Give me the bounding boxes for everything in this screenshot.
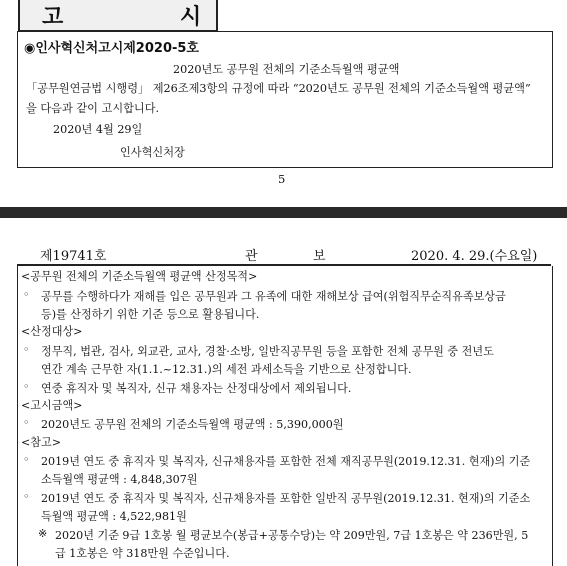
- purpose-heading: <공무원 전체의 기준소득월액 평균액 산정목적>: [21, 270, 258, 283]
- amount-line: 2020년도 공무원 전체의 기준소득월액 평균액 : 5,390,000원: [41, 418, 344, 431]
- target-heading: <산정대상>: [21, 325, 83, 338]
- page-number: 5: [278, 172, 286, 186]
- notice-number: ◉인사혁신처고시제2020-5호: [24, 41, 199, 56]
- notice-subject: 2020년도 공무원 전체의 기준소득월액 평균액: [173, 63, 400, 76]
- gazette-date: 2020. 4. 29.(수요일): [411, 249, 538, 264]
- target-bullet-2: ◦: [23, 380, 30, 393]
- target-line-3: 연중 휴직자 및 복직자, 신규 채용자는 산정대상에서 제외됩니다.: [41, 382, 352, 395]
- target-line-1: 정무직, 법관, 검사, 외교관, 교사, 경찰·소방, 일반직공무원 등을 포함한 전체 공무원 중 전년도: [41, 345, 494, 358]
- reference-bullet-1: ◦: [23, 453, 30, 466]
- notice-title-char-1: 고: [42, 5, 64, 30]
- note-mark: ※: [38, 527, 48, 540]
- note-line-2: 급 1호봉은 약 318만원 수준입니다.: [55, 547, 230, 560]
- note-line-1: 2020년 기준 9급 1호봉 월 평균보수(봉급+공통수당)는 약 209만원, 7급 1호봉은 약 236만원, 5: [55, 529, 529, 542]
- notice-body-line-1: 「공무원연금법 시행령」 제26조제3항의 규정에 따라 “2020년도 공무원 전체의 기준소득월액 평균액”: [26, 82, 531, 95]
- target-bullet-1: ◦: [23, 343, 30, 356]
- reference-bullet-2: ◦: [23, 490, 30, 503]
- reference-heading: <참고>: [21, 436, 62, 449]
- purpose-line-1: 공무를 수행하다가 재해를 입은 공무원과 그 유족에 대한 재해보상 급여(위험직무순직유족보상금: [41, 290, 506, 303]
- notice-date: 2020년 4월 29일: [53, 123, 143, 136]
- amount-bullet: ◦: [23, 416, 30, 429]
- gazette-name-char-2: 보: [313, 249, 326, 264]
- notice-issuer: 인사혁신처장: [120, 146, 185, 159]
- notice-title-char-2: 시: [180, 5, 202, 30]
- gazette-name-char-1: 관: [245, 249, 258, 264]
- target-line-2: 연간 계속 근무한 자(1.1.~12.31.)의 세전 과세소득을 기반으로 산정합니다.: [41, 363, 412, 376]
- reference-line-1: 2019년 연도 중 휴직자 및 복직자, 신규채용자를 포함한 전체 재직공무원(2019.12.31. 현재)의 기준: [41, 455, 531, 468]
- gazette-issue-number: 제19741호: [40, 249, 107, 264]
- purpose-bullet: ◦: [23, 288, 30, 301]
- amount-heading: <고시금액>: [21, 399, 83, 412]
- reference-line-2: 소득월액 평균액 : 4,848,307원: [41, 473, 198, 486]
- notice-body-line-2: 을 다음과 같이 고시합니다.: [26, 102, 160, 115]
- page-divider: [0, 207, 567, 218]
- purpose-line-2: 등)를 산정하기 위한 기준 등으로 활용됩니다.: [41, 308, 260, 321]
- notice-title-box: [18, 0, 218, 32]
- reference-line-4: 득월액 평균액 : 4,522,981원: [41, 510, 187, 523]
- reference-line-3: 2019년 연도 중 휴직자 및 복직자, 신규채용자를 포함한 일반직 공무원(2019.12.31. 현재)의 기준소: [41, 492, 531, 505]
